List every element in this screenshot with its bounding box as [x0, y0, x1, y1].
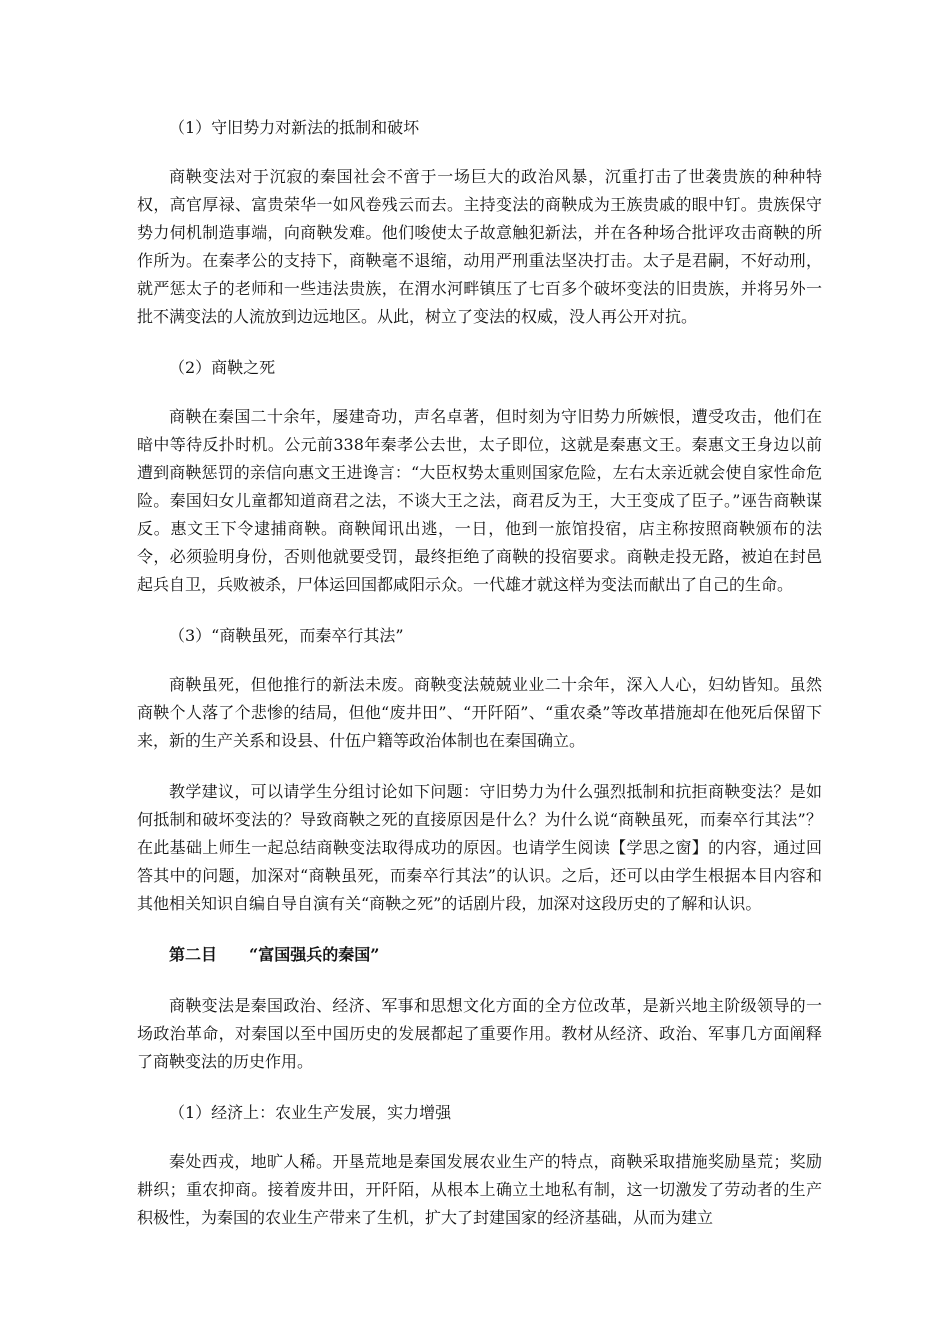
section-heading-label: 第二目 [169, 945, 218, 964]
paragraph: 商鞅变法是秦国政治、经济、军事和思想文化方面的全方位改革，是新兴地主阶级领导的一场政治革命，对秦国以至中国历史的发展都起了重要作用。教材从经济、政治、军事几方面阐释了商鞅变法的历史作用。 [137, 996, 822, 1071]
paragraph: 商鞅变法对于沉寂的秦国社会不啻于一场巨大的政治风暴，沉重打击了世袭贵族的种种特权，高官厚禄、富贵荣华一如风卷残云而去。主持变法的商鞅成为王族贵戚的眼中钉。贵族保守势力伺机制造事端，向商鞅发难。他们唆使太子故意触犯新法，并在各种场合批评攻击商鞅的所作所为。在秦孝公的支持下，商鞅毫不退缩，动用严刑重法坚决打击。太子是君嗣，不好动刑，就严惩太子的老师和一些违法贵族，在渭水河畔镇压了七百多个破坏变法的旧贵族，并将另外一批不满变法的人流放到边远地区。从此，树立了变法的权威，没人再公开对抗。 [137, 167, 822, 326]
subsection-heading: （1）守旧势力对新法的抵制和破坏 [169, 118, 420, 137]
paragraph: 教学建议，可以请学生分组讨论如下问题：守旧势力为什么强烈抵制和抗拒商鞅变法？是如何抵制和破坏变法的？导致商鞅之死的直接原因是什么？为什么说“商鞅虽死，而秦卒行其法”？在此基础上师生一起总结商鞅变法取得成功的原因。也请学生阅读【学思之窗】的内容，通过回答其中的问题，加深对“商鞅虽死，而秦卒行其法”的认识。之后，还可以由学生根据本目内容和其他相关知识自编自导自演有关“商鞅之死”的话剧片段，加深对这段历史的了解和认识。 [137, 782, 822, 913]
document-body [137, 114, 822, 1232]
subsection-heading: （2）商鞅之死 [169, 358, 276, 377]
subsection-heading: （3）“商鞅虽死，而秦卒行其法” [169, 626, 404, 645]
section-heading-title: “富国强兵的秦国” [249, 945, 380, 964]
subsection-heading: （1）经济上：农业生产发展，实力增强 [169, 1103, 452, 1122]
paragraph: 商鞅在秦国二十余年，屡建奇功，声名卓著，但时刻为守旧势力所嫉恨，遭受攻击，他们在暗中等待反扑时机。公元前338年秦孝公去世，太子即位，这就是秦惠文王。秦惠文王身边以前遭到商鞅惩罚的亲信向惠文王进谗言：“大臣权势太重则国家危险，左右太亲近就会使自家性命危险。秦国妇女儿童都知道商君之法，不谈大王之法，商君反为王，大王变成了臣子。”诬告商鞅谋反。惠文王下令逮捕商鞅。商鞅闻讯出逃，一日，他到一旅馆投宿，店主称按照商鞅颁布的法令，必须验明身份，否则他就要受罚，最终拒绝了商鞅的投宿要求。商鞅走投无路，被迫在封邑起兵自卫，兵败被杀，尸体运回国都咸阳示众。一代雄才就这样为变法而献出了自己的生命。 [137, 407, 822, 594]
paragraph: 秦处西戎，地旷人稀。开垦荒地是秦国发展农业生产的特点，商鞅采取措施奖励垦荒；奖励耕织；重农抑商。接着废井田，开阡陌，从根本上确立土地私有制，这一切激发了劳动者的生产积极性，为秦国的农业生产带来了生机，扩大了封建国家的经济基础，从而为建立 [137, 1152, 822, 1227]
section-heading [137, 941, 822, 969]
paragraph: 商鞅虽死，但他推行的新法未废。商鞅变法兢兢业业二十余年，深入人心，妇幼皆知。虽然商鞅个人落了个悲惨的结局，但他“废井田”、“开阡陌”、“重农桑”等改革措施却在他死后保留下来，新的生产关系和设县、什伍户籍等政治体制也在秦国确立。 [137, 675, 822, 750]
